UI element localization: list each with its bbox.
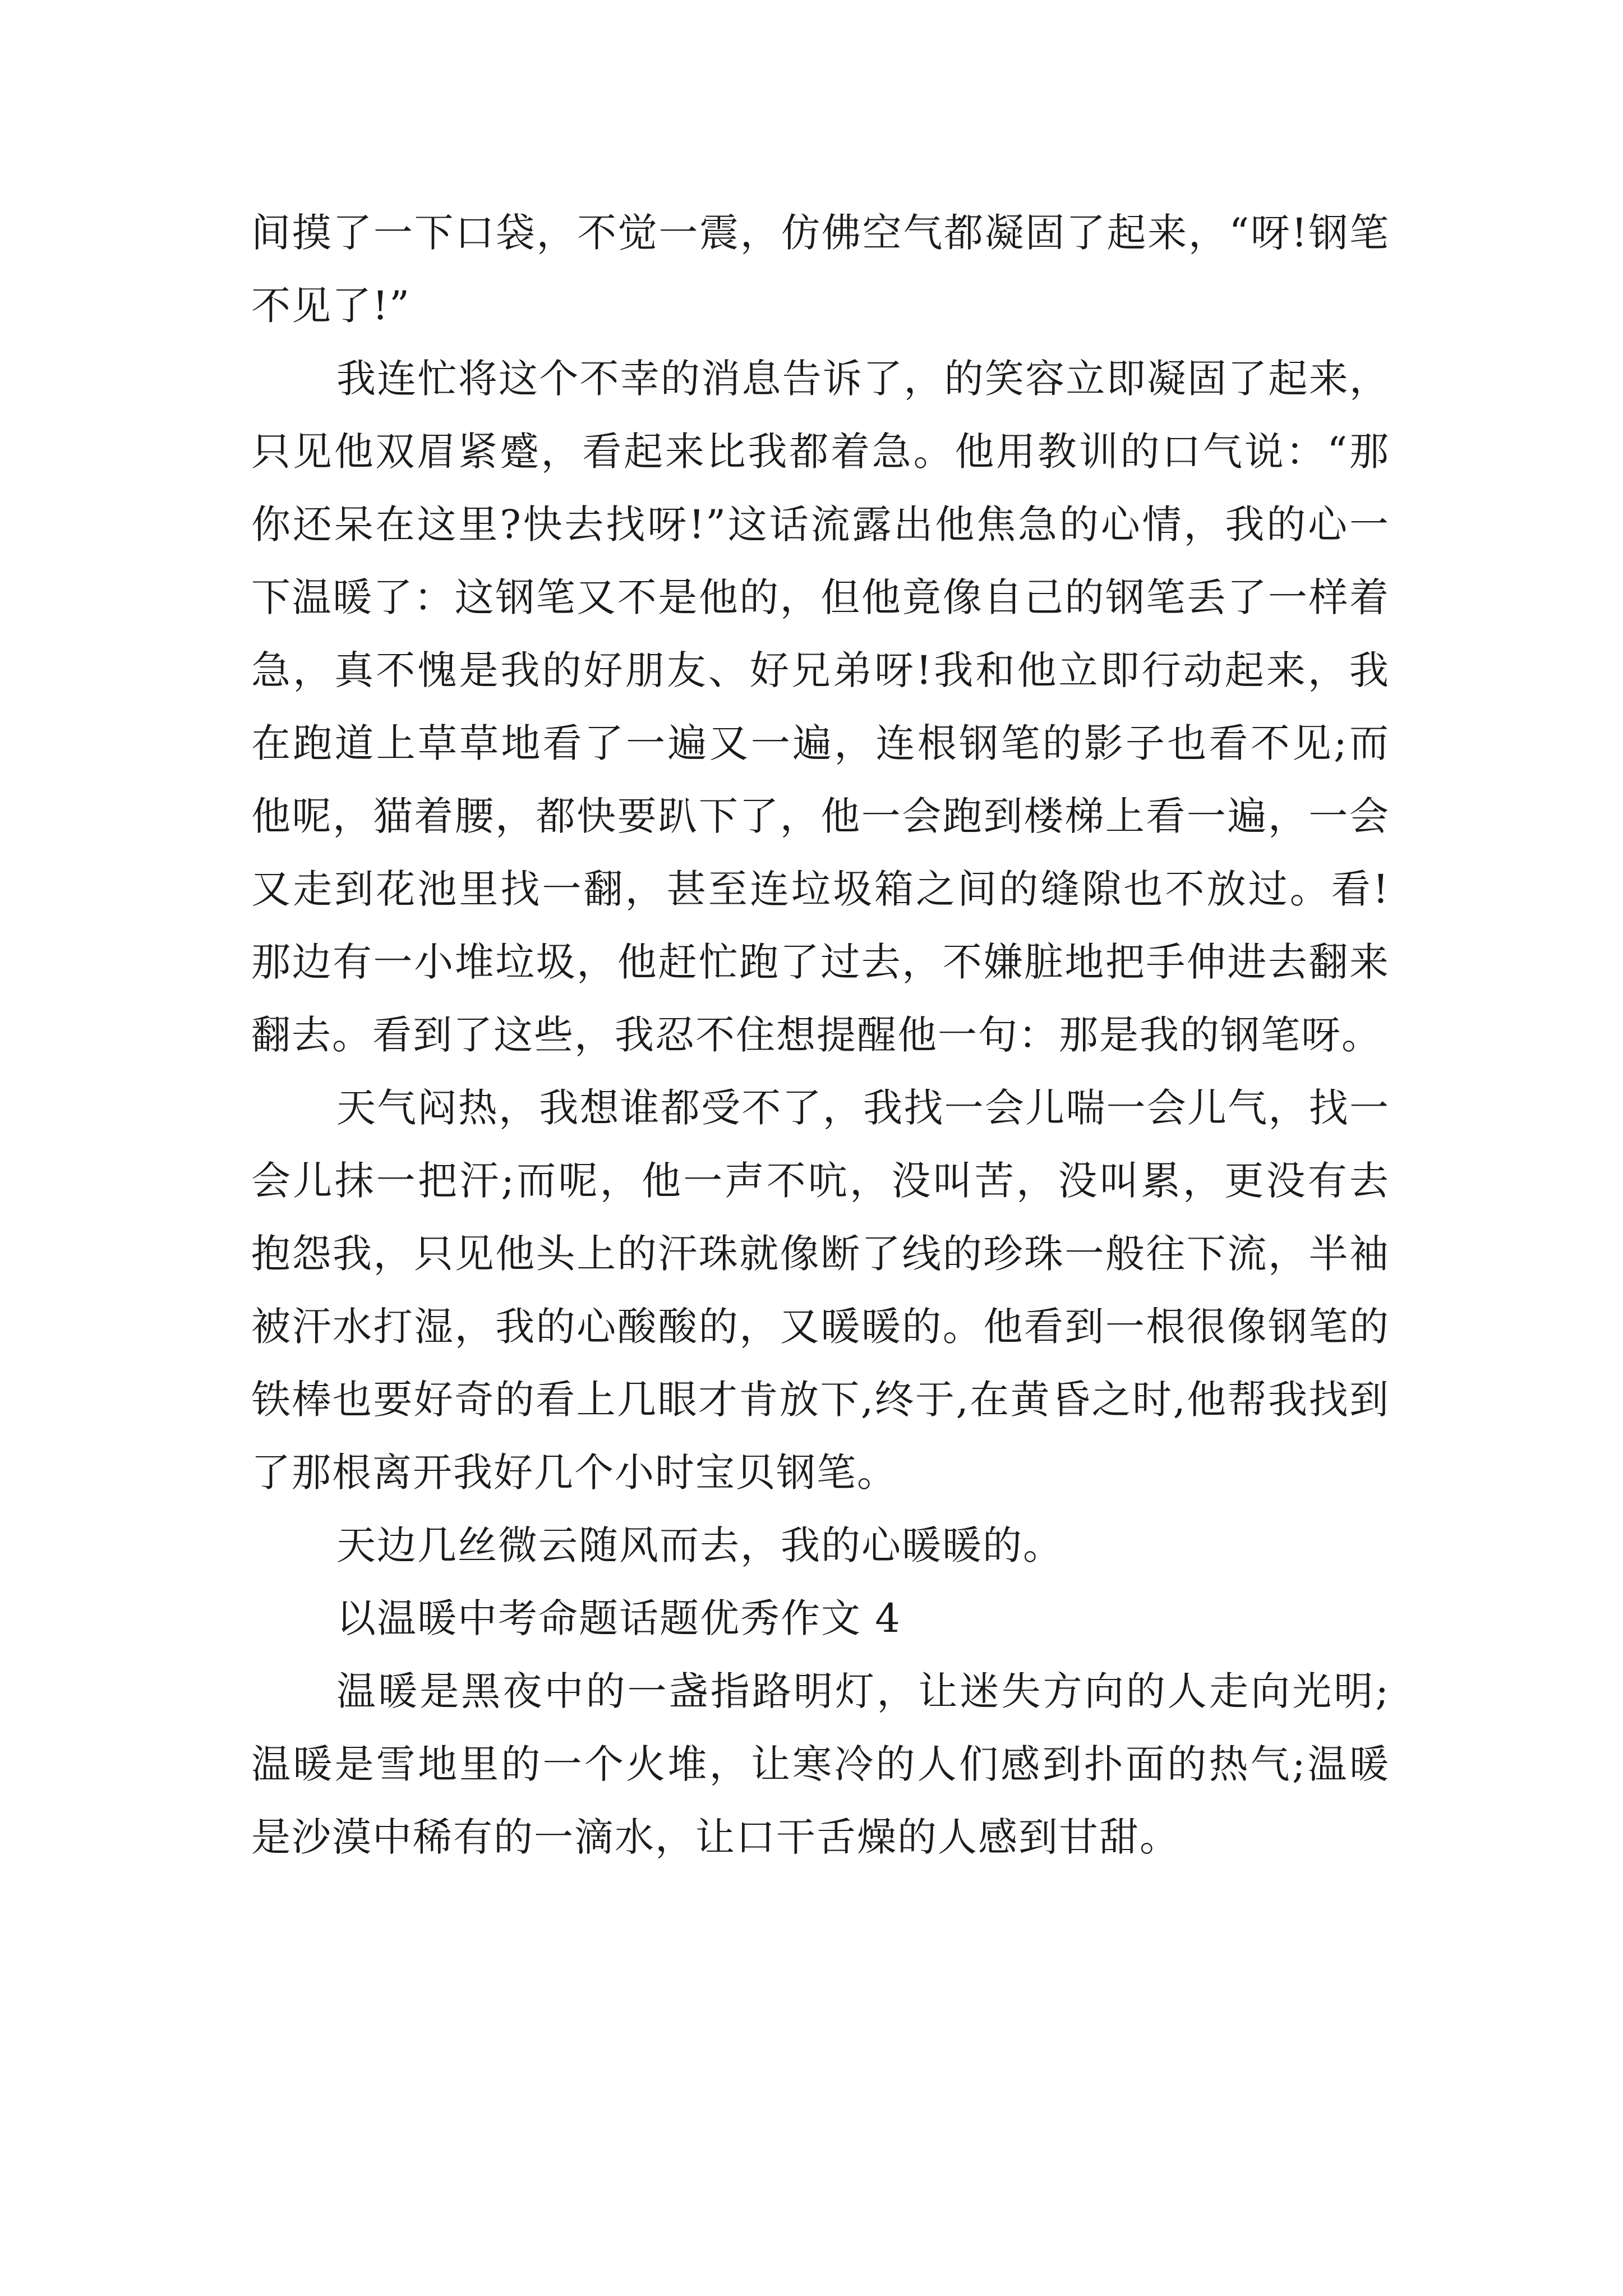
paragraph-clouds: 天边几丝微云随风而去，我的心暖暖的。 [336, 1522, 1063, 1568]
paragraph-warmth-metaphors: 温暖是黑夜中的一盏指路明灯，让迷失方向的人走向光明;温暖是雪地里的一个火堆，让寒冷的人们感到扑面的热气;温暖是沙漠中稀有的一滴水，让口干舌燥的人感到甘甜。 [251, 1668, 1390, 1860]
paragraph-continuation: 间摸了一下口袋，不觉一震，仿佛空气都凝固了起来，“呀!钢笔不见了!” [251, 210, 1390, 329]
document-page [251, 196, 1390, 1874]
essay-heading: 以温暖中考命题话题优秀作文 4 [336, 1595, 901, 1641]
paragraph-lost-pen-search: 我连忙将这个不幸的消息告诉了，的笑容立即凝固了起来，只见他双眉紧蹙，看起来比我都着急。他用教训的口气说：“那你还呆在这里?快去找呀!”这话流露出他焦急的心情，我的心一下温暖了：这钢笔又不是他的，但他竟像自己的钢笔丢了一样着急，真不愧是我的好朋友、好兄弟呀!我和他立即行动起来，我在跑道上草草地看了一遍又一遍，连根钢笔的影子也看不见;而他呢，猫着腰，都快要趴下了，他一会跑到楼梯上看一遍，一会又走到花池里找一翻，甚至连垃圾箱之间的缝隙也不放过。看!那边有一小堆垃圾，他赶忙跑了过去，不嫌脏地把手伸进去翻来翻去。看到了这些，我忍不住想提醒他一句：那是我的钢笔呀。 [251, 356, 1390, 1058]
paragraph-hot-weather: 天气闷热，我想谁都受不了，我找一会儿喘一会儿气，找一会儿抹一把汗;而呢，他一声不吭，没叫苦，没叫累，更没有去抱怨我，只见他头上的汗珠就像断了线的珍珠一般往下流，半袖被汗水打湿，我的心酸酸的，又暖暖的。他看到一根很像钢笔的铁棒也要好奇的看上几眼才肯放下,终于,在黄昏之时,他帮我找到了那根离开我好几个小时宝贝钢笔。 [251, 1085, 1390, 1496]
